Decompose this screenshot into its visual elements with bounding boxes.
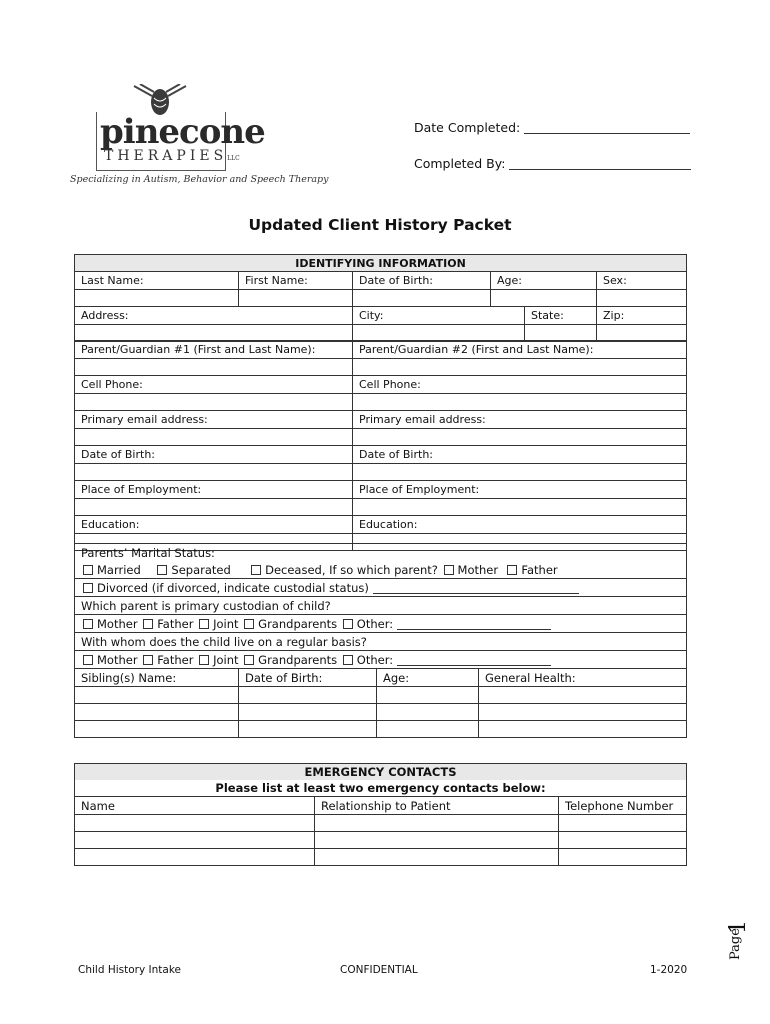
- completed-by-field[interactable]: Completed By:: [414, 156, 691, 171]
- footer-center: CONFIDENTIAL: [340, 964, 418, 976]
- email1-input[interactable]: [75, 429, 353, 446]
- dob-label: Date of Birth:: [353, 272, 491, 290]
- divorced-checkbox[interactable]: [83, 583, 93, 593]
- live-joint-checkbox[interactable]: [199, 655, 209, 665]
- city-label: City:: [353, 307, 525, 325]
- deceased-mother-checkbox[interactable]: [444, 565, 454, 575]
- live-grandparents-checkbox[interactable]: [244, 655, 254, 665]
- sibling-row: [75, 687, 687, 704]
- primary-other-line[interactable]: [397, 629, 551, 630]
- emergency-name-header: Name: [75, 797, 315, 815]
- cell2-input[interactable]: [353, 394, 687, 411]
- email1-label: Primary email address:: [75, 411, 353, 429]
- address-label: Address:: [75, 307, 353, 325]
- live-other-checkbox[interactable]: [343, 655, 353, 665]
- sibling-dob-label: Date of Birth:: [239, 669, 377, 687]
- footer-left: Child History Intake: [78, 964, 181, 976]
- primary-custodian-question: Which parent is primary custodian of child?: [75, 597, 687, 615]
- page-title: Updated Client History Packet: [248, 216, 512, 234]
- logo-sub: THERAPIESLLC: [104, 148, 240, 164]
- parent1-label: Parent/Guardian #1 (First and Last Name):: [75, 341, 353, 359]
- emergency-row: [75, 849, 687, 866]
- parent2-input[interactable]: [353, 359, 687, 376]
- separated-checkbox[interactable]: [157, 565, 167, 575]
- logo-tagline: Specializing in Autism, Behavior and Speech Therapy: [70, 174, 329, 185]
- live-father-checkbox[interactable]: [143, 655, 153, 665]
- footer-right: 1-2020: [650, 964, 688, 976]
- live-mother-checkbox[interactable]: [83, 655, 93, 665]
- cell1-label: Cell Phone:: [75, 376, 353, 394]
- parent2-label: Parent/Guardian #2 (First and Last Name):: [353, 341, 687, 359]
- identifying-table: [74, 254, 687, 342]
- marital-options-row: Married Separated Deceased, If so which parent? Mother Father: [75, 561, 687, 579]
- dob-input[interactable]: [353, 290, 491, 307]
- identifying-heading: IDENTIFYING INFORMATION: [75, 255, 687, 272]
- parents-table: [74, 340, 687, 551]
- emergency-row: [75, 832, 687, 849]
- logo-word: pinecone: [100, 112, 265, 152]
- deceased-father-checkbox[interactable]: [507, 565, 517, 575]
- pdob2-label: Date of Birth:: [353, 446, 687, 464]
- emergency-instruction: Please list at least two emergency contacts below:: [75, 780, 687, 797]
- live-other-line[interactable]: [397, 665, 551, 666]
- date-completed-field[interactable]: Date Completed:: [414, 120, 690, 135]
- edu2-label: Education:: [353, 516, 687, 534]
- marital-table: [74, 543, 687, 738]
- live-with-options: Mother Father Joint Grandparents Other:: [75, 651, 687, 669]
- sibling-row: [75, 704, 687, 721]
- state-label: State:: [525, 307, 597, 325]
- primary-grandparents-checkbox[interactable]: [244, 619, 254, 629]
- state-input[interactable]: [525, 325, 597, 342]
- sibling-name-label: Sibling(s) Name:: [75, 669, 239, 687]
- email2-label: Primary email address:: [353, 411, 687, 429]
- sex-input[interactable]: [597, 290, 687, 307]
- primary-joint-checkbox[interactable]: [199, 619, 209, 629]
- cell2-label: Cell Phone:: [353, 376, 687, 394]
- pdob1-label: Date of Birth:: [75, 446, 353, 464]
- primary-father-checkbox[interactable]: [143, 619, 153, 629]
- emp2-label: Place of Employment:: [353, 481, 687, 499]
- city-input[interactable]: [353, 325, 525, 342]
- divorced-row: Divorced (if divorced, indicate custodial status): [75, 579, 687, 597]
- deceased-checkbox[interactable]: [251, 565, 261, 575]
- marital-label: Parents’ Marital Status:: [75, 544, 687, 562]
- emergency-heading: EMERGENCY CONTACTS: [75, 764, 687, 781]
- married-checkbox[interactable]: [83, 565, 93, 575]
- emp2-input[interactable]: [353, 499, 687, 516]
- zip-label: Zip:: [597, 307, 687, 325]
- primary-mother-checkbox[interactable]: [83, 619, 93, 629]
- emp1-input[interactable]: [75, 499, 353, 516]
- last-name-input[interactable]: [75, 290, 239, 307]
- address-input[interactable]: [75, 325, 353, 342]
- emp1-label: Place of Employment:: [75, 481, 353, 499]
- cell1-input[interactable]: [75, 394, 353, 411]
- page-number: Page 1: [726, 920, 751, 960]
- sibling-row: [75, 721, 687, 738]
- first-name-input[interactable]: [239, 290, 353, 307]
- zip-input[interactable]: [597, 325, 687, 342]
- primary-custodian-options: Mother Father Joint Grandparents Other:: [75, 615, 687, 633]
- first-name-label: First Name:: [239, 272, 353, 290]
- emergency-phone-header: Telephone Number: [559, 797, 687, 815]
- parent1-input[interactable]: [75, 359, 353, 376]
- email2-input[interactable]: [353, 429, 687, 446]
- last-name-label: Last Name:: [75, 272, 239, 290]
- live-with-question: With whom does the child live on a regular basis?: [75, 633, 687, 651]
- sibling-health-label: General Health:: [479, 669, 687, 687]
- sibling-age-label: Age:: [377, 669, 479, 687]
- company-logo: [70, 84, 329, 194]
- pdob1-input[interactable]: [75, 464, 353, 481]
- divorced-line[interactable]: [373, 593, 579, 594]
- emergency-table: [74, 763, 687, 866]
- sex-label: Sex:: [597, 272, 687, 290]
- age-input[interactable]: [491, 290, 597, 307]
- edu1-label: Education:: [75, 516, 353, 534]
- pdob2-input[interactable]: [353, 464, 687, 481]
- emergency-relationship-header: Relationship to Patient: [315, 797, 559, 815]
- emergency-row: [75, 815, 687, 832]
- age-label: Age:: [491, 272, 597, 290]
- primary-other-checkbox[interactable]: [343, 619, 353, 629]
